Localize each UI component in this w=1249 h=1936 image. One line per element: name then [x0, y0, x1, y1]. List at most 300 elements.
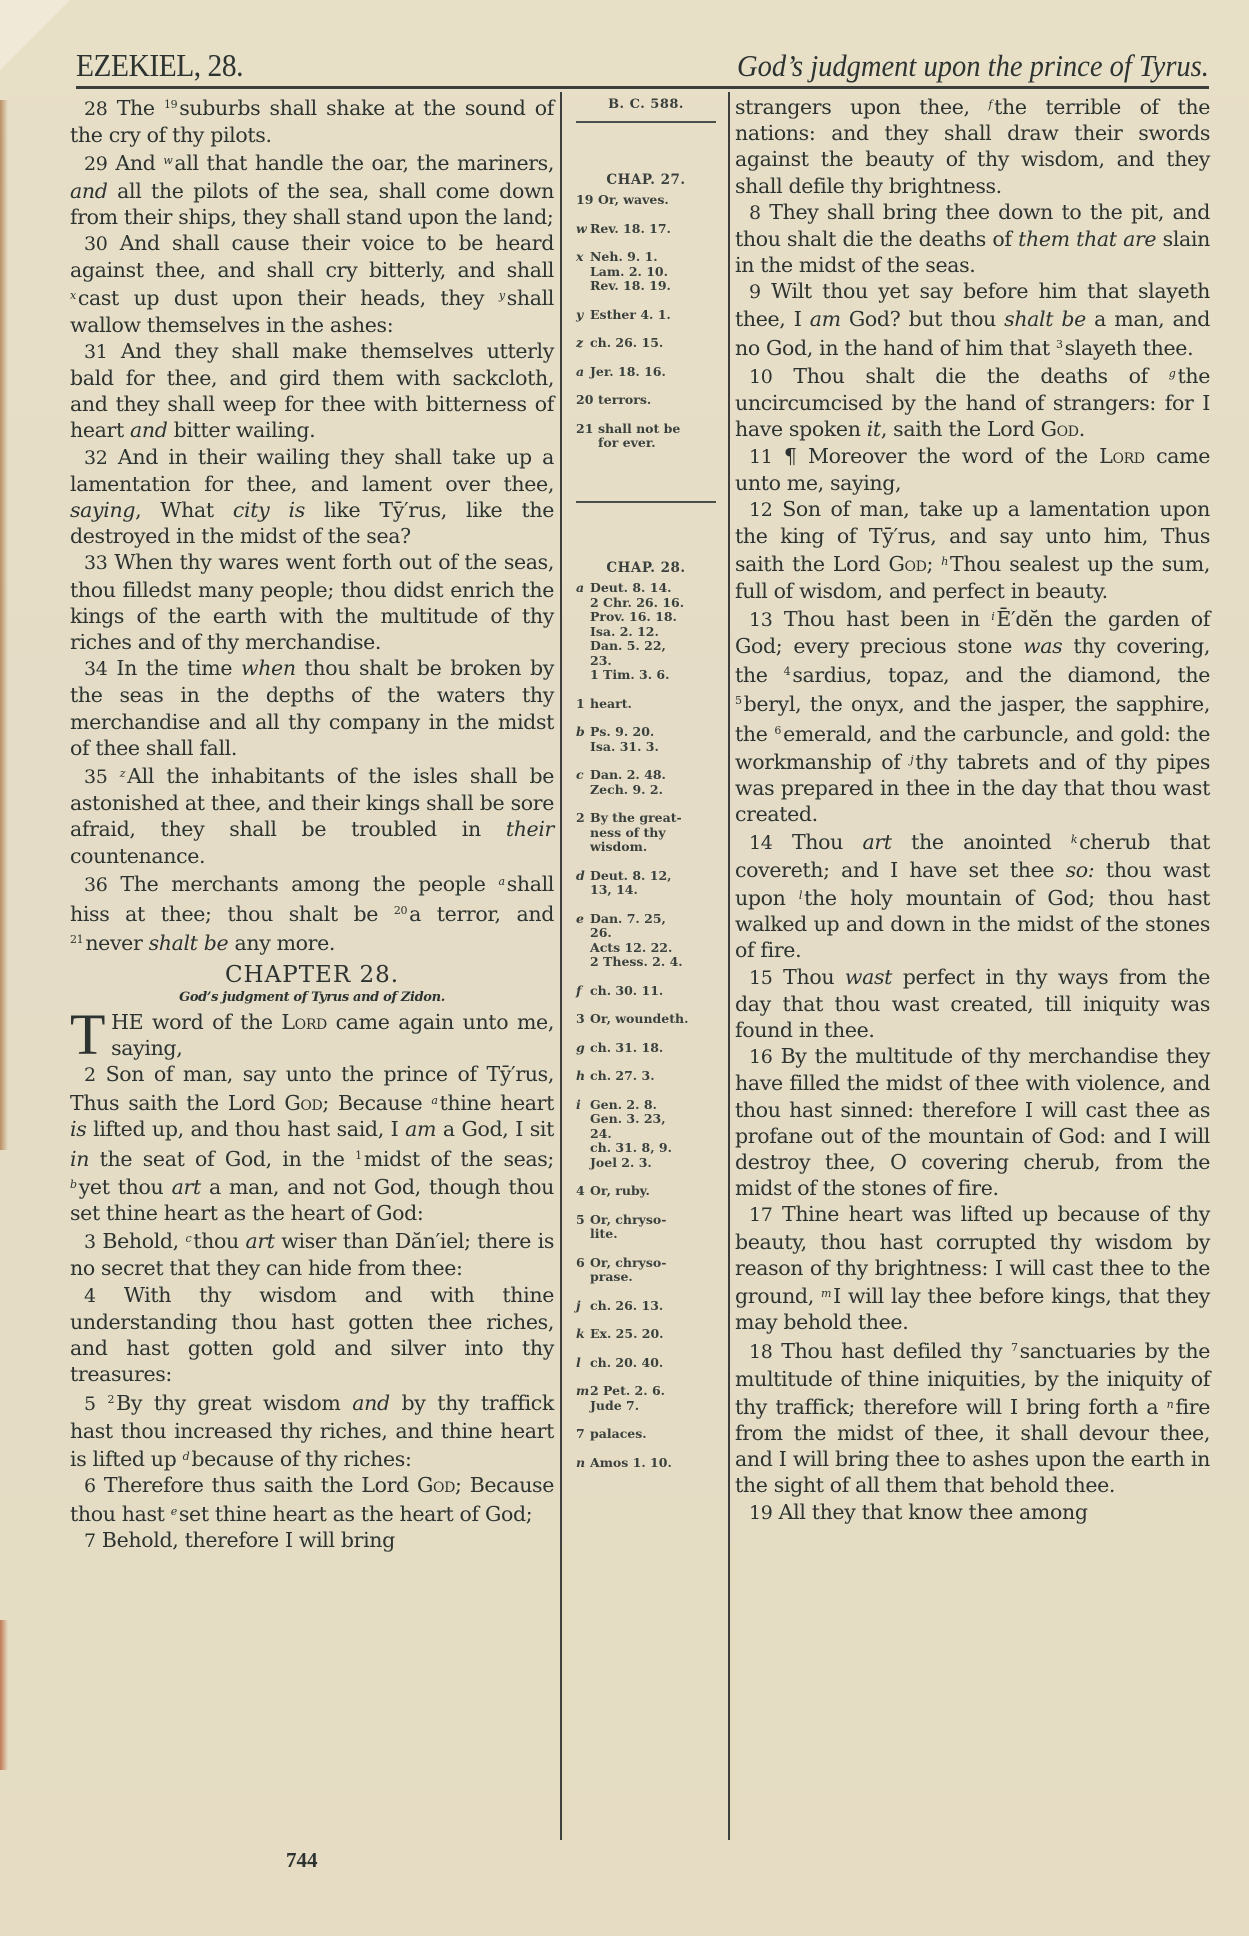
reference-key: c — [576, 767, 584, 782]
marginal-note-marker: 2 — [107, 1393, 115, 1407]
italic-text: art — [862, 830, 892, 855]
reference-key: 3 — [576, 1011, 585, 1026]
reference-key: y — [576, 306, 584, 322]
reference-key: 19 — [576, 192, 594, 207]
verse-text: ; — [926, 552, 942, 577]
verse-number: 10 — [749, 366, 773, 389]
reference-line: terrors. — [598, 392, 652, 407]
reference-text — [590, 725, 724, 754]
verse-text: And — [115, 151, 164, 176]
verse-text: midst of the seas; — [363, 1146, 554, 1171]
reference-entry — [568, 1327, 724, 1342]
verse-text: sardius, topaz, and the diamond, the — [792, 663, 1210, 688]
reference-text — [590, 222, 724, 237]
small-caps-text: God — [888, 552, 927, 577]
cross-reference-marker: j — [910, 752, 914, 766]
reference-key: h — [576, 1068, 586, 1083]
date-label: B. C. 588. — [608, 97, 684, 112]
verse-text: thou wast upon — [735, 857, 1210, 910]
verse — [735, 1335, 1210, 1498]
verse-text: yet thou — [78, 1174, 172, 1199]
verse-text: Thou — [783, 964, 845, 989]
verse-text: Thine heart was lifted up because of thy beauty, thou hast corrupted thy wisdom by reason of thy brightness: I will cast thee to the ground, — [735, 1202, 1210, 1308]
italic-text: shalt be — [148, 931, 229, 956]
reference-line: Esther 4. 1. — [590, 306, 671, 322]
verse-text: came unto me, saying, — [735, 443, 1210, 495]
verse-text: a God, I sit — [436, 1117, 554, 1142]
cross-reference-marker: l — [798, 888, 803, 902]
reference-text — [590, 912, 724, 970]
small-caps-text: Lord — [281, 1009, 327, 1034]
cross-reference-marker: a — [431, 1094, 438, 1108]
verse — [70, 869, 554, 957]
reference-text — [590, 1213, 724, 1242]
cross-reference-marker: k — [1070, 833, 1078, 847]
reference-line: ch. 31. 18. — [590, 1039, 664, 1055]
reference-text — [598, 393, 724, 408]
marginal-note-marker: 3 — [1055, 337, 1063, 351]
cross-reference-marker: h — [941, 555, 949, 569]
small-caps-text: Lord — [1099, 443, 1145, 468]
verse-text: perfect in thy ways from the day that thou wast created, till iniquity was found in thee. — [735, 964, 1210, 1042]
reference-entry — [568, 1184, 724, 1199]
verse-text: Wilt thou yet say before him that slayeth thee, I — [735, 279, 1210, 331]
verse — [735, 1201, 1210, 1335]
reference-entry — [568, 308, 724, 323]
verse-text: Thou hast defiled thy — [781, 1339, 1011, 1364]
verse-text: Son of man, take up a lamentation upon the king of Tȳ′rus, and say unto him, Thus saith the Lord — [735, 497, 1211, 577]
reference-line: Dan. 2. 48. — [590, 767, 666, 782]
reference-line: Dan. 5. 22, — [590, 638, 666, 653]
reference-line: Acts 12. 22. — [590, 939, 673, 955]
reference-entry — [568, 869, 724, 898]
marginal-note-marker: 20 — [393, 904, 408, 918]
verse-text: thou — [193, 1229, 246, 1254]
verse-text: God? but thou — [840, 306, 1005, 331]
cross-reference-marker: n — [1166, 1397, 1174, 1411]
verse-number: 32 — [84, 446, 108, 469]
verse-text: All they that know thee among — [778, 1499, 1088, 1524]
drop-cap: T — [70, 1001, 106, 1067]
reference-text — [590, 365, 724, 380]
verse-text: slain in the midst of the seas. — [735, 227, 1210, 278]
chap28-references — [568, 581, 724, 1470]
reference-text — [590, 1069, 724, 1084]
reference-line: Joel 2. 3. — [590, 1154, 652, 1170]
reference-line: ch. 30. 11. — [590, 982, 664, 998]
reference-text — [590, 1041, 724, 1056]
verse-number: 35 — [84, 766, 108, 789]
verse — [70, 338, 554, 444]
verse-number: 8 — [749, 201, 761, 224]
verse — [70, 148, 554, 230]
reference-text — [590, 1098, 724, 1171]
verse-text: In the time — [116, 656, 241, 681]
reference-key: z — [576, 335, 584, 350]
verse-text: thou shalt be broken by the seas in the depths of the waters thy merchandise and all thy company in the midst of thee shall fall. — [70, 656, 555, 760]
reference-text — [590, 811, 724, 855]
reference-entry — [568, 768, 724, 797]
chapter-28-verses — [70, 1061, 554, 1555]
verse-text: bitter wailing. — [167, 418, 316, 443]
reference-text — [590, 1327, 724, 1342]
reference-key: m — [576, 1383, 590, 1398]
verse-text: because of thy riches: — [191, 1446, 412, 1471]
verse — [735, 604, 1210, 828]
verse — [70, 1527, 554, 1554]
verse-text: lifted up, and thou hast said, I — [86, 1117, 406, 1142]
reference-key: 2 — [576, 810, 585, 825]
page-corner-fold — [0, 0, 70, 70]
verse-text: any more. — [228, 931, 336, 956]
verse-text: Thou hast been in — [783, 606, 992, 631]
italic-text: art — [245, 1229, 275, 1254]
page-binding-shadow-lower — [0, 1620, 8, 1770]
verse-number: 36 — [84, 873, 108, 896]
reference-entry — [568, 1213, 724, 1242]
reference-key: 21 — [576, 420, 594, 436]
verse-text: The merchants among the people — [120, 871, 499, 896]
verse-number: 4 — [84, 1284, 96, 1307]
verse-text: suburbs shall shake at the sound of the cry of thy pilots. — [70, 96, 555, 148]
verse — [70, 444, 554, 550]
reference-text — [590, 697, 724, 712]
italic-text: is — [70, 1117, 87, 1142]
cross-reference-marker: x — [70, 289, 76, 303]
reference-entry — [568, 365, 724, 380]
verse-text: ¶ Moreover the word of the — [783, 443, 1100, 468]
reference-entry — [568, 1098, 724, 1171]
verse-text: a man, and no God, in the hand of him that — [735, 306, 1210, 360]
verse-text: the anointed — [891, 830, 1071, 855]
reference-line: Amos 1. 10. — [590, 1454, 672, 1470]
verse-text: cherub that covereth; and I have set thee — [735, 830, 1210, 882]
reference-line: 2 Thess. 2. 4. — [590, 954, 683, 969]
reference-line: Lam. 2. 10. — [590, 263, 668, 279]
verse-number: 17 — [749, 1204, 773, 1227]
reference-key: d — [576, 867, 585, 883]
reference-entry — [568, 422, 724, 451]
verse-text: slayeth thee. — [1064, 335, 1194, 360]
reference-text — [590, 869, 724, 898]
cross-reference-marker: d — [182, 1449, 190, 1463]
verse-number: 28 — [84, 98, 108, 120]
reference-entry — [568, 222, 724, 237]
verse-text: ; Because thou hast — [70, 1472, 554, 1527]
chapter-27-verses — [70, 92, 554, 957]
verse-text: shall wallow themselves in the ashes: — [70, 286, 554, 337]
reference-line: 13, 14. — [590, 882, 638, 897]
verse-text: by thy traffick hast thou increased thy riches, and thine heart is lifted up — [70, 1391, 554, 1471]
verse-text: all that handle the oar, the mariners, — [174, 151, 555, 176]
verse-text: the holy mountain of God; thou hast walked up and down in the midst of the stones of fire. — [735, 885, 1211, 963]
reference-text — [590, 1256, 724, 1285]
cross-reference-marker: w — [163, 154, 173, 168]
verse-number: 14 — [749, 832, 773, 855]
small-caps-text: God — [416, 1472, 455, 1497]
reference-line: ch. 26. 13. — [590, 1297, 664, 1313]
reference-line: ch. 20. 40. — [590, 1354, 664, 1370]
reference-key: a — [576, 580, 585, 595]
verse-text: When thy wares went forth out of the seas, thou filledst many people; thou didst enrich the kings of the earth with the multitude of thy riches and of thy merchandise. — [70, 550, 554, 655]
verse-number: 18 — [749, 1341, 773, 1364]
reference-line: wisdom. — [590, 839, 648, 854]
left-text-column — [70, 92, 554, 1555]
reference-line: prase. — [590, 1269, 633, 1284]
cross-reference-marker: m — [821, 1286, 832, 1300]
cross-reference-marker: a — [498, 874, 505, 888]
reference-line: 23. — [590, 652, 612, 668]
cross-reference-marker: e — [170, 1505, 177, 1519]
verse-text: thine heart — [439, 1091, 554, 1116]
marginal-note-marker: 6 — [774, 723, 782, 737]
verse — [70, 1226, 554, 1281]
reference-line: 2 Chr. 26. 16. — [590, 594, 685, 610]
reference-key: 7 — [576, 1426, 585, 1441]
verse-number: 9 — [749, 281, 761, 304]
reference-line: Isa. 2. 12. — [590, 623, 659, 639]
verse-text: never — [85, 931, 149, 956]
marginal-note-marker: 4 — [783, 665, 791, 679]
reference-text — [590, 984, 724, 999]
reference-text — [590, 768, 724, 797]
verse-text: Behold, — [102, 1229, 186, 1254]
verse-text: And in their wailing they shall take up a lamentation for thee, and lament over thee, — [70, 444, 555, 496]
verse-number: 19 — [749, 1501, 773, 1524]
reference-line: 2 Pet. 2. 6. — [590, 1383, 665, 1398]
reference-line: Deut. 8. 14. — [590, 580, 672, 595]
reference-line: Zech. 9. 2. — [590, 781, 663, 797]
verse-text: a terror, and — [409, 902, 554, 927]
reference-line: Isa. 31. 3. — [590, 738, 659, 754]
italic-text: it — [866, 417, 881, 442]
italic-text: wast — [844, 964, 893, 989]
reference-text — [590, 250, 724, 294]
chap27-references — [568, 193, 724, 451]
marginal-note-marker: 1 — [355, 1148, 362, 1162]
verse-number: 31 — [84, 340, 108, 363]
reference-key: 5 — [576, 1211, 585, 1227]
chap27-label: CHAP. 27. — [606, 171, 686, 188]
cross-reference-marker: i — [991, 609, 995, 623]
reference-entry — [568, 250, 724, 294]
reference-key: b — [576, 724, 585, 739]
reference-entry — [568, 984, 724, 999]
verse — [70, 230, 554, 338]
italic-text: shalt be — [1004, 306, 1086, 331]
italic-text: am — [809, 306, 841, 331]
cross-reference-marker: c — [185, 1232, 192, 1246]
verse-text: came again unto me, saying, — [111, 1009, 554, 1060]
verse — [70, 92, 554, 148]
marginal-note-marker: 19 — [163, 98, 178, 111]
reference-line: Gen. 3. 23, — [590, 1111, 666, 1126]
reference-line: for ever. — [598, 435, 656, 450]
reference-line: Neh. 9. 1. — [590, 249, 658, 264]
reference-text — [590, 1356, 724, 1371]
page-binding-shadow — [0, 100, 8, 1150]
reference-entry — [568, 1356, 724, 1371]
cross-reference-marker: y — [498, 289, 505, 303]
verse-number: 16 — [749, 1046, 773, 1069]
book-chapter-heading: EZEKIEL, 28. — [76, 47, 243, 83]
verse-text: By the multitude of thy merchandise they have filled the midst of thee with violence, and thou hast sinned: therefore I will cast thee as profane out of the mountain of God: and I will destroy thee, O covering cherub, from the midst of the stones of fire. — [735, 1044, 1211, 1201]
reference-line: heart. — [590, 695, 632, 711]
marginal-note-marker: 7 — [1010, 1341, 1018, 1355]
reference-text — [598, 193, 724, 208]
reference-text — [590, 1427, 724, 1442]
reference-line: 24. — [590, 1125, 612, 1141]
verse-number: 34 — [84, 658, 108, 681]
reference-entry — [568, 1384, 724, 1413]
italic-text: so: — [1065, 857, 1095, 882]
verse — [735, 964, 1210, 1044]
italic-text: them that are — [1018, 227, 1157, 252]
reference-line: Or, waves. — [598, 192, 669, 207]
cross-reference-marker: f — [988, 98, 993, 111]
reference-line: ch. 27. 3. — [590, 1068, 655, 1083]
verse — [735, 1499, 1210, 1526]
reference-text — [590, 1299, 724, 1314]
reference-text — [590, 1012, 724, 1027]
verse-text: strangers upon thee, — [735, 95, 989, 119]
reference-line: Or, chryso- — [590, 1211, 667, 1227]
verse-text: set thine heart as the heart of God; — [178, 1502, 533, 1527]
verse-number: 6 — [84, 1474, 96, 1497]
verse-text: a man, and not God, though thou set thine heart as the heart of God: — [70, 1174, 554, 1225]
reference-line: shall not be — [598, 420, 681, 436]
italic-text: their — [505, 817, 554, 842]
verse-text: , saith the Lord — [880, 417, 1041, 442]
italic-text: art — [171, 1174, 201, 1199]
reference-entry — [568, 697, 724, 712]
verse — [735, 1043, 1210, 1201]
verse — [735, 361, 1210, 443]
verse-text: emerald, and the carbuncle, and gold: the workmanship of — [735, 721, 1210, 774]
reference-key: l — [576, 1354, 581, 1370]
reference-line: Rev. 18. 17. — [590, 220, 671, 236]
reference-line: ch. 26. 15. — [590, 335, 664, 350]
column-divider-right — [728, 92, 730, 1840]
reference-key: n — [576, 1454, 586, 1470]
reference-entry — [568, 193, 724, 208]
verse-text: cast up dust upon their heads, they — [77, 286, 499, 311]
reference-text — [590, 581, 724, 683]
reference-key: k — [576, 1326, 585, 1341]
column-divider-left — [560, 92, 562, 1840]
reference-entry — [568, 912, 724, 970]
reference-entry — [568, 811, 724, 855]
running-head — [76, 36, 1209, 84]
verse-1 — [70, 1001, 554, 1067]
verse — [70, 549, 554, 655]
header-rule — [76, 86, 1209, 89]
reference-line: palaces. — [590, 1426, 647, 1441]
chapter-summary: God’s judgment of Tyrus and of Zidon. — [179, 989, 445, 1005]
reference-line: 26. — [590, 925, 612, 940]
reference-key: 20 — [576, 392, 594, 407]
verse-text: the uncircumcised by the hand of strangers: for I have spoken — [735, 364, 1210, 442]
reference-key: w — [576, 220, 587, 236]
italic-text: and — [130, 418, 168, 443]
verse-number: 13 — [749, 608, 773, 631]
reference-text — [598, 422, 724, 451]
reference-line: Ps. 9. 20. — [590, 724, 655, 739]
right-text-column — [735, 92, 1210, 1526]
verse — [735, 827, 1210, 963]
verse-text: Thou shalt die the deaths of — [793, 364, 1169, 389]
reference-line: Prov. 16. 18. — [590, 609, 677, 624]
verse-text: HE word of the — [111, 1009, 282, 1034]
reference-line: Jude 7. — [590, 1397, 640, 1413]
reference-column — [568, 92, 724, 1484]
verse-1-text — [111, 1010, 554, 1060]
verse — [70, 1061, 554, 1226]
verse-text: all the pilots of the sea, shall come down from their ships, they shall stand upon the land; — [70, 178, 554, 229]
reference-key: i — [576, 1096, 581, 1112]
verse-7-continuation — [735, 92, 1210, 199]
reference-key: j — [576, 1297, 581, 1313]
reference-line: Rev. 18. 19. — [590, 278, 671, 293]
reference-key: a — [576, 363, 585, 379]
verse-number: 12 — [749, 499, 773, 522]
reference-text — [590, 1384, 724, 1413]
verse-text: fire from the midst of thee, it shall devour thee, and I will bring thee to ashes upon the earth in the sight of all them that behold thee. — [735, 1394, 1210, 1498]
verse — [70, 1387, 554, 1472]
reference-entry — [568, 336, 724, 351]
verse-text: like Tȳ′rus, like the destroyed in the midst of the sea? — [70, 498, 554, 549]
verse-number: 33 — [84, 552, 108, 575]
italic-text: was — [1023, 634, 1063, 659]
verse-text: Thou sealest up the sum, full of wisdom, and perfect in beauty. — [735, 552, 1210, 603]
verse-text: ; Because — [322, 1091, 432, 1116]
verse-text: Thou — [791, 830, 863, 855]
cross-reference-marker: b — [70, 1177, 77, 1191]
reference-entry — [568, 393, 724, 408]
right-verses — [735, 199, 1210, 1526]
italic-text: when — [241, 656, 296, 681]
page-number: 744 — [286, 1848, 318, 1872]
reference-text — [590, 1456, 724, 1471]
reference-line: ch. 31. 8, 9. — [590, 1140, 672, 1155]
italic-text: in — [70, 1146, 90, 1171]
verse — [70, 1282, 554, 1388]
marginal-note-marker: 21 — [70, 933, 84, 947]
verse-text: Ē′dĕn the garden of God; every precious stone — [735, 606, 1210, 659]
small-caps-text: God — [284, 1091, 323, 1116]
verse-text: the seat of God, in the — [89, 1146, 356, 1171]
verse-text: With thy wisdom and with thine understanding thou hast gotten thee riches, and hast gotten gold and silver into thy treasures: — [70, 1282, 555, 1387]
reference-line: 1 Tim. 3. 6. — [590, 667, 670, 682]
reference-key: g — [576, 1039, 585, 1055]
verse — [70, 655, 554, 761]
verse — [70, 761, 554, 869]
verse-number: 11 — [749, 445, 773, 468]
verse-text: countenance. — [70, 843, 206, 868]
verse-number: 5 — [84, 1393, 96, 1416]
reference-entry — [568, 1012, 724, 1027]
reference-key: 4 — [576, 1183, 585, 1198]
verse-text: Behold, therefore I will bring — [101, 1528, 395, 1553]
reference-key: 1 — [576, 695, 585, 711]
verse-text: beryl, the onyx, and the jasper, the sapphire, the — [735, 692, 1210, 746]
verse-number: 3 — [84, 1231, 96, 1254]
chapter-title: CHAPTER 28. — [224, 961, 400, 988]
reference-line: Or, chryso- — [590, 1254, 667, 1270]
verse — [735, 443, 1210, 496]
verse-text: , What — [135, 498, 233, 523]
reference-entry — [568, 725, 724, 754]
